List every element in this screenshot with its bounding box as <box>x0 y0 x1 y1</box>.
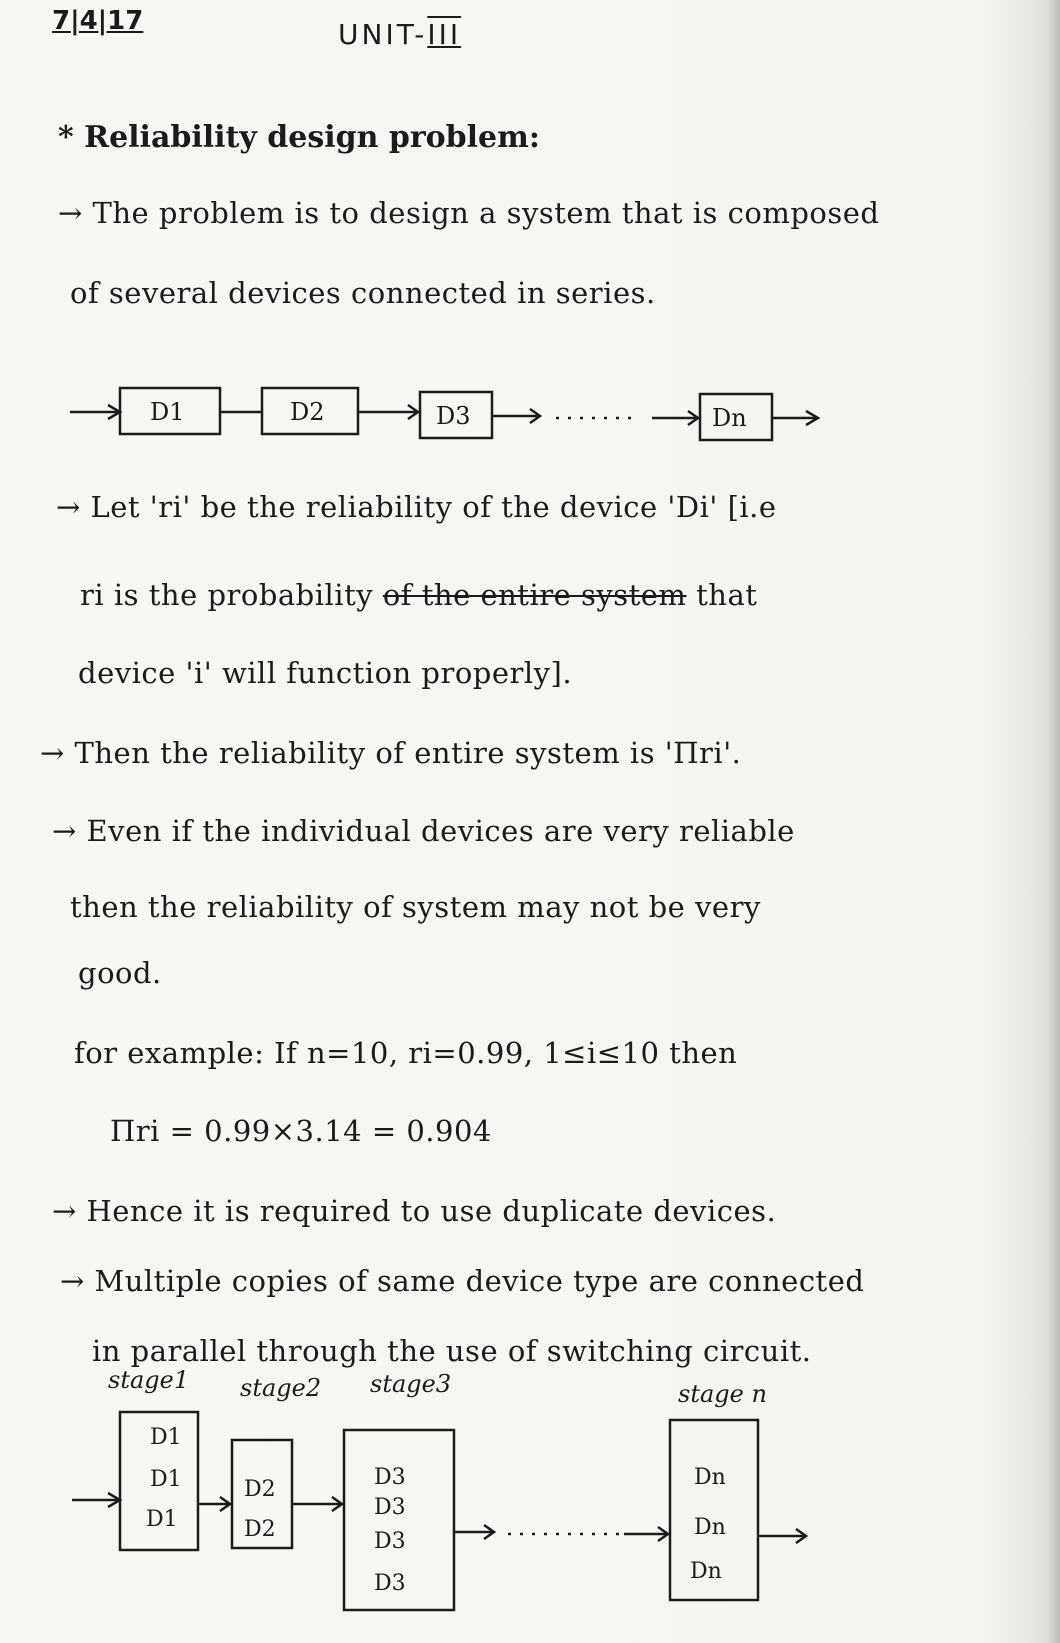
stage1-device-2: D1 <box>150 1467 182 1492</box>
definition-line-3: device 'i' will function properly]. <box>78 656 573 690</box>
stage3-device-3: D3 <box>374 1529 406 1554</box>
unit-prefix: UNIT- <box>338 18 428 51</box>
series-label-d3: D3 <box>436 402 471 430</box>
stage1-device-1: D1 <box>150 1425 182 1450</box>
stage2-device-2: D2 <box>244 1517 276 1542</box>
page-edge-shadow <box>1046 0 1060 1643</box>
stage3-device-4: D3 <box>374 1571 406 1596</box>
stagen-device-1: Dn <box>694 1465 726 1490</box>
definition-line-2-end: that <box>696 578 758 612</box>
series-diagram <box>70 388 818 440</box>
duplicate-line: → Hence it is required to use duplicate devices. <box>52 1194 777 1228</box>
definition-line-2-start: ri is the probability <box>80 578 374 612</box>
intro-line-1: → The problem is to design a system that is composed <box>58 196 880 230</box>
example-line-1: for example: If n=10, ri=0.99, 1≤i≤10 then <box>74 1036 738 1070</box>
multiple-line-2: in parallel through the use of switching circuit. <box>92 1334 812 1368</box>
date-note: 7|4|17 <box>52 6 144 36</box>
unit-numeral: III <box>427 18 462 51</box>
even-if-line-1: → Even if the individual devices are very reliable <box>52 814 795 848</box>
stage-label-1: stage1 <box>108 1366 190 1394</box>
definition-line-2 <box>80 578 757 612</box>
series-label-d1: D1 <box>150 398 185 426</box>
example-line-2: Πri = 0.99×3.14 = 0.904 <box>110 1114 492 1148</box>
system-reliability-line: → Then the reliability of entire system is 'Πri'. <box>40 736 742 770</box>
section-heading: * Reliability design problem: <box>58 120 540 155</box>
stage3-device-2: D3 <box>374 1495 406 1520</box>
stage-label-2: stage2 <box>240 1374 322 1402</box>
stagen-device-2: Dn <box>694 1515 726 1540</box>
series-label-d2: D2 <box>290 398 325 426</box>
parallel-diagram <box>72 1366 806 1610</box>
even-if-line-2: then the reliability of system may not be very <box>70 890 761 924</box>
stagen-device-3: Dn <box>690 1559 722 1584</box>
multiple-line-1: → Multiple copies of same device type are connected <box>60 1264 865 1298</box>
stage3-device-1: D3 <box>374 1465 406 1490</box>
series-label-dn: Dn <box>712 404 747 432</box>
definition-struck-text: of the entire system <box>382 578 687 612</box>
stage-label-n: stage n <box>678 1380 767 1408</box>
stage2-device-1: D2 <box>244 1477 276 1502</box>
definition-line-1: → Let 'ri' be the reliability of the device 'Di' [i.e <box>56 490 777 524</box>
even-if-line-3: good. <box>78 956 162 990</box>
stage1-device-3: D1 <box>146 1507 178 1532</box>
intro-line-2: of several devices connected in series. <box>70 276 656 310</box>
stage-label-3: stage3 <box>370 1370 452 1398</box>
